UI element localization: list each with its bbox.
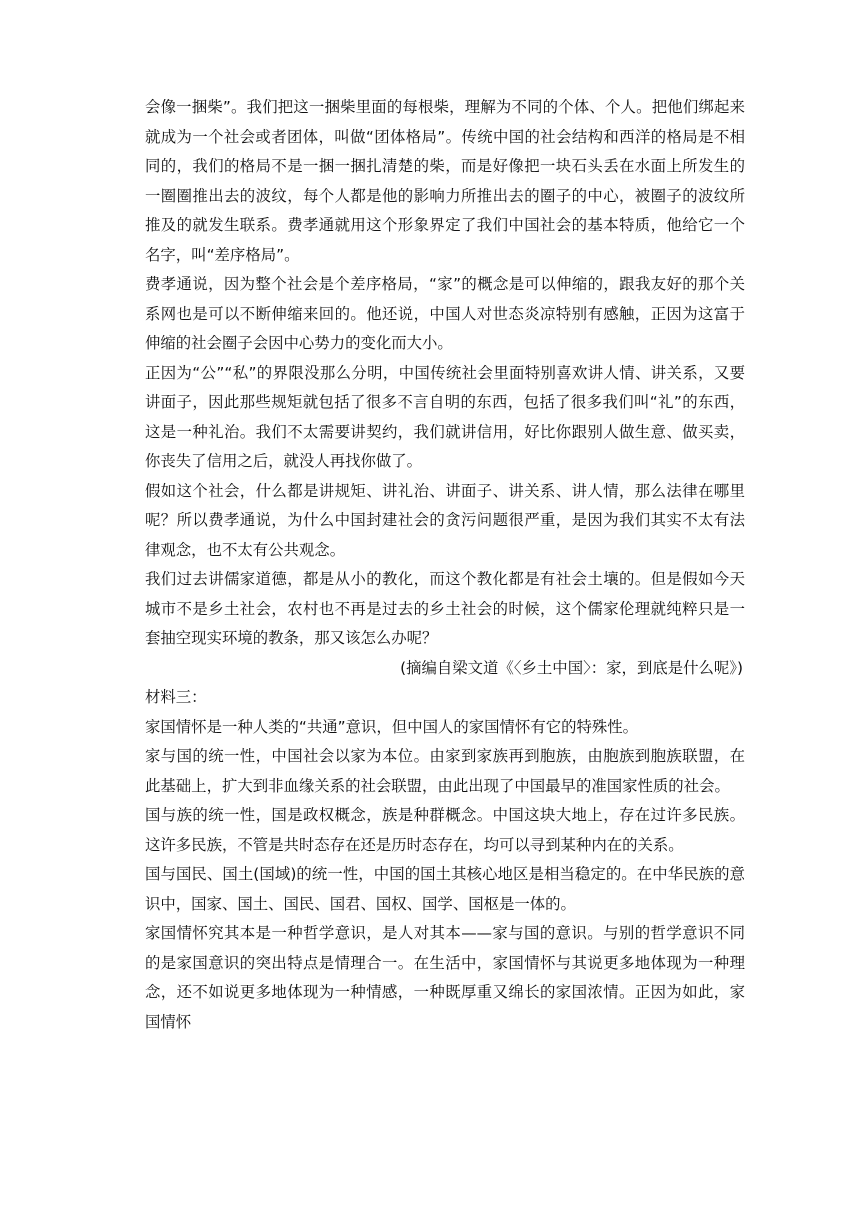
paragraph: 我们过去讲儒家道德，都是从小的教化，而这个教化都是有社会土壤的。但是假如今天城市不是乡土社会，农村也不再是过去的乡土社会的时候，这个儒家伦理就纯粹只是一套抽空现实环境的教条，那又该怎么办呢？ bbox=[145, 570, 745, 647]
document-page bbox=[145, 93, 745, 1037]
paragraph: 家国情怀究其本是一种哲学意识，是人对其本——家与国的意识。与别的哲学意识不同的是家国意识的突出特点是情理合一。在生活中，家国情怀与其说更多地体现为一种理念，还不如说更多地体现为一种情感，一种既厚重又绵长的家国浓情。正因为如此，家国情怀 bbox=[145, 924, 745, 1031]
paragraph: 国与族的统一性，国是政权概念，族是种群概念。中国这块大地上，存在过许多民族。这许多民族，不管是共时态存在还是历时态存在，均可以寻到某种内在的关系。 bbox=[145, 806, 745, 854]
paragraph: 会像一捆柴”。我们把这一捆柴里面的每根柴，理解为不同的个体、个人。把他们绑起来就成为一个社会或者团体，叫做“团体格局”。传统中国的社会结构和西洋的格局是不相同的，我们的格局不是一捆一捆扎清楚的柴，而是好像把一块石头丢在水面上所发生的一圈圈推出去的波纹，每个人都是他的影响力所推出去的圈子的中心，被圈子的波纹所推及的就发生联系。费孝通就用这个形象界定了我们中国社会的基本特质，他给它一个名字，叫“差序格局”。 bbox=[145, 98, 745, 264]
paragraph: 假如这个社会，什么都是讲规矩、讲礼治、讲面子、讲关系、讲人情，那么法律在哪里呢？所以费孝通说，为什么中国封建社会的贪污问题很严重，是因为我们其实不太有法律观念，也不太有公共观念。 bbox=[145, 481, 745, 559]
paragraph: 费孝通说，因为整个社会是个差序格局，“家”的概念是可以伸缩的，跟我友好的那个关系网也是可以不断伸缩来回的。他还说，中国人对世态炎凉特别有感触，正因为这富于伸缩的社会圈子会因中心势力的变化而大小。 bbox=[145, 275, 745, 352]
paragraph: 国与国民、国土(国域)的统一性，中国的国土其核心地区是相当稳定的。在中华民族的意识中，国家、国土、国民、国君、国权、国学、国枢是一体的。 bbox=[145, 865, 745, 913]
material-heading: 材料三： bbox=[145, 688, 207, 706]
paragraph: 家与国的统一性，中国社会以家为本位。由家到家族再到胞族，由胞族到胞族联盟，在此基础上，扩大到非血缘关系的社会联盟，由此出现了中国最早的准国家性质的社会。 bbox=[145, 747, 745, 795]
paragraph: 正因为“公”“私”的界限没那么分明，中国传统社会里面特别喜欢讲人情、讲关系，又要讲面子，因此那些规矩就包括了很多不言自明的东西，包括了很多我们叫“礼”的东西，这是一种礼治。我们不太需要讲契约，我们就讲信用，好比你跟别人做生意、做买卖，你丧失了信用之后，就没人再找你做了。 bbox=[145, 363, 745, 470]
paragraph: 家国情怀是一种人类的“共通”意识，但中国人的家国情怀有它的特殊性。 bbox=[145, 717, 639, 736]
source-citation: (摘编自梁文道《〈乡土中国〉：家，到底是什么呢》) bbox=[400, 658, 743, 677]
